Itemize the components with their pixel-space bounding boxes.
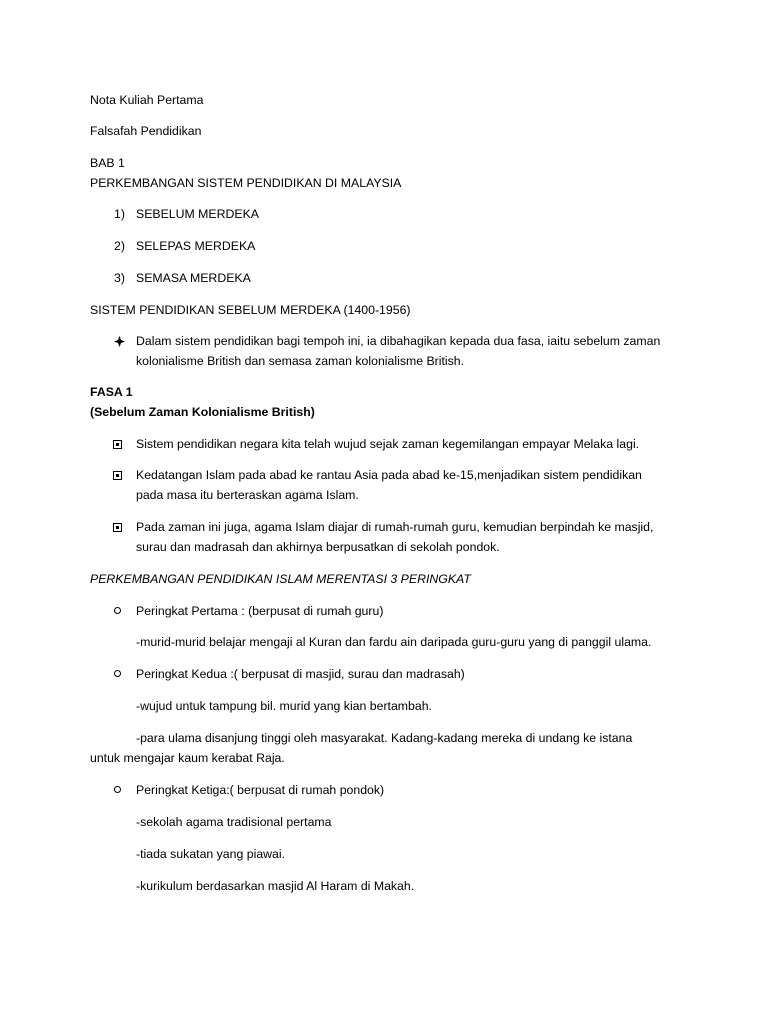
stage-note: -tiada sukatan yang piawai.: [136, 847, 286, 861]
list-text: SEMASA MERDEKA: [136, 271, 251, 285]
bullet-text: Sistem pendidikan negara kita telah wujud sejak zaman kegemilangan empayar Melaka lagi.: [136, 437, 640, 451]
list-text: SEBELUM MERDEKA: [136, 207, 259, 221]
section-heading: SISTEM PENDIDIKAN SEBELUM MERDEKA (1400-1956): [90, 303, 411, 317]
stage-note: -sekolah agama tradisional pertama: [136, 815, 332, 829]
list-number: 1): [114, 207, 125, 221]
bullet-text: kolonialisme British dan semasa zaman kolonialisme British.: [136, 354, 465, 368]
stage-title: Peringkat Pertama : (berpusat di rumah guru): [136, 604, 384, 618]
phase-subtitle: (Sebelum Zaman Kolonialisme British): [90, 405, 315, 419]
chapter-title: PERKEMBANGAN SISTEM PENDIDIKAN DI MALAYSIA: [90, 176, 402, 190]
doc-title: Nota Kuliah Pertama: [90, 93, 204, 107]
phase-title: FASA 1: [90, 385, 133, 399]
boxed-square-bullet-icon: [113, 523, 122, 532]
bullet-text: Dalam sistem pendidikan bagi tempoh ini, ia dibahagikan kepada dua fasa, iaitu sebelum zaman: [136, 334, 661, 348]
boxed-square-bullet-icon: [113, 440, 122, 449]
stage-note: -para ulama disanjung tinggi oleh masyarakat. Kadang-kadang mereka di undang ke istana: [136, 731, 633, 745]
list-number: 3): [114, 271, 125, 285]
stage-note-continuation: untuk mengajar kaum kerabat Raja.: [90, 751, 285, 765]
bullet-text: Pada zaman ini juga, agama Islam diajar di rumah-rumah guru, kemudian berpindah ke masjid,: [136, 520, 654, 534]
doc-subject: Falsafah Pendidikan: [90, 124, 202, 138]
stage-title: Peringkat Kedua :( berpusat di masjid, surau dan madrasah): [136, 667, 465, 681]
list-text: SELEPAS MERDEKA: [136, 239, 256, 253]
circle-bullet-icon: [114, 607, 121, 614]
diamond-bullet-icon: [113, 331, 125, 351]
bullet-text: pada masa itu berteraskan agama Islam.: [136, 488, 359, 502]
chapter-label: BAB 1: [90, 156, 125, 170]
stage-note: -wujud untuk tampung bil. murid yang kian bertambah.: [136, 699, 432, 713]
bullet-text: surau dan madrasah dan akhirnya berpusatkan di sekolah pondok.: [136, 540, 500, 554]
stage-note: -kurikulum berdasarkan masjid Al Haram di Makah.: [136, 879, 415, 893]
stage-note: -murid-murid belajar mengaji al Kuran dan fardu ain daripada guru-guru yang di panggil ulama.: [136, 635, 652, 649]
bullet-text: Kedatangan Islam pada abad ke rantau Asia pada abad ke-15,menjadikan sistem pendidikan: [136, 468, 642, 482]
stage-title: Peringkat Ketiga:( berpusat di rumah pondok): [136, 783, 385, 797]
circle-bullet-icon: [114, 670, 121, 677]
boxed-square-bullet-icon: [113, 471, 122, 480]
list-number: 2): [114, 239, 125, 253]
islam-heading: PERKEMBANGAN PENDIDIKAN ISLAM MERENTASI 3 PERINGKAT: [90, 572, 471, 586]
circle-bullet-icon: [114, 786, 121, 793]
